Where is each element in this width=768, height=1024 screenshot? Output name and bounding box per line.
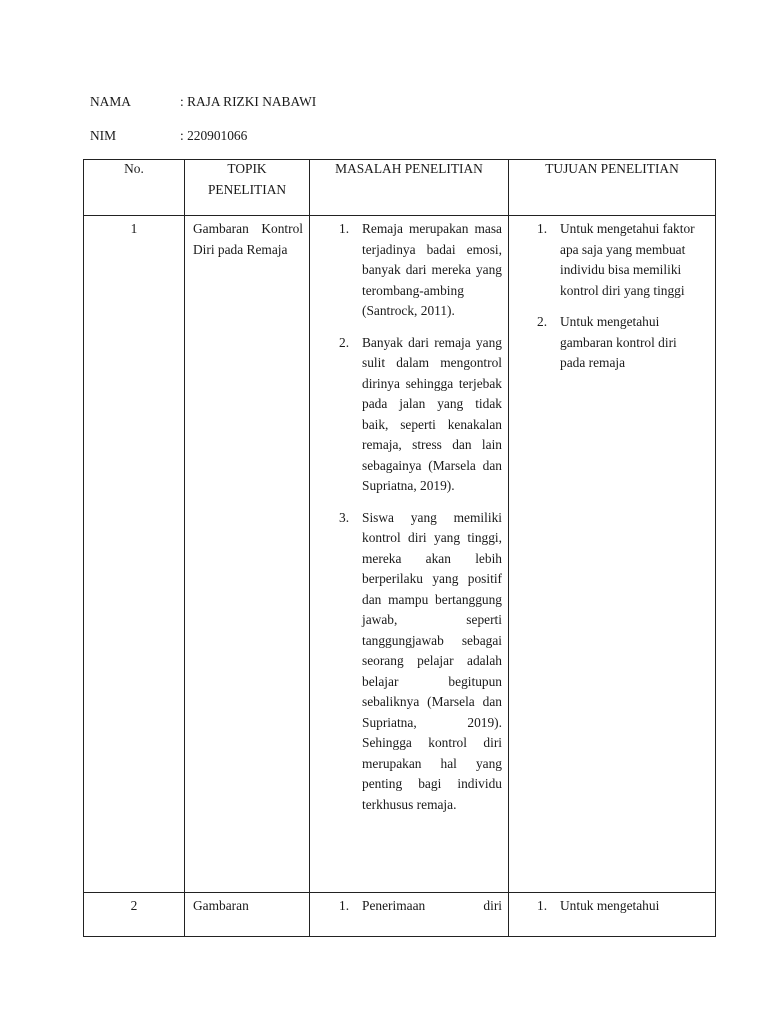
topik-text: Gambaran	[193, 898, 249, 913]
list-item: 1. Untuk mengetahui	[537, 898, 660, 913]
column-header-topik: TOPIK PENELITIAN	[185, 160, 310, 216]
row-number: 2	[84, 893, 185, 937]
table-row	[84, 216, 716, 893]
row-number: 1	[84, 216, 185, 893]
list-item: 2. Untuk mengetahui gambaran kontrol diri pada remaja	[537, 314, 677, 370]
nim-value: : 220901066	[180, 128, 248, 143]
list-item: 2. Banyak dari remaja yang sulit dalam mengontrol dirinya sehingga terjebak pada jalan yang tidak baik, seperti kenakalan remaja, stress dan lain sebagainya (Marsela dan Supriatna, 2019).	[339, 334, 502, 493]
research-table	[83, 159, 716, 937]
name-value: : RAJA RIZKI NABAWI	[180, 94, 317, 109]
tujuan-list	[509, 219, 705, 374]
name-label: NAMA	[90, 94, 131, 109]
list-item: 3. Siswa yang memiliki kontrol diri yang tinggi, mereka akan lebih berperilaku yang positif dan mampu bertanggung jawab, seperti tanggungjawab sebagai seorang pelajar adalah belajar begitupun sebaliknya (Marsela dan Supriatna, 2019). Sehingga kontrol diri merupakan hal yang penting bagi individu terkhusus remaja.	[339, 509, 502, 812]
table-header-row	[84, 160, 716, 216]
list-item: 1. Remaja merupakan masa terjadinya badai emosi, banyak dari mereka yang terombang-ambing (Santrock, 2011).	[339, 221, 502, 318]
masalah-cell	[310, 893, 509, 937]
topik-cell	[185, 216, 310, 893]
masalah-list	[310, 896, 502, 917]
tujuan-cell	[509, 893, 716, 937]
student-name-row	[90, 92, 316, 113]
column-header-no: No.	[84, 160, 185, 216]
list-item: 1. Penerimaan diri	[339, 898, 502, 913]
masalah-cell	[310, 216, 509, 893]
topik-text: Gambaran Kontrol Diri pada Remaja	[193, 221, 303, 257]
tujuan-cell	[509, 216, 716, 893]
student-nim-row	[90, 126, 247, 147]
table-row	[84, 893, 716, 937]
column-header-masalah: MASALAH PENELITIAN	[310, 160, 509, 216]
masalah-list	[310, 219, 502, 815]
tujuan-list	[509, 896, 705, 917]
list-item: 1. Untuk mengetahui faktor apa saja yang membuat individu bisa memiliki kontrol diri yang tinggi	[537, 221, 695, 298]
column-header-tujuan: TUJUAN PENELITIAN	[509, 160, 716, 216]
nim-label: NIM	[90, 128, 117, 143]
topik-cell	[185, 893, 310, 937]
